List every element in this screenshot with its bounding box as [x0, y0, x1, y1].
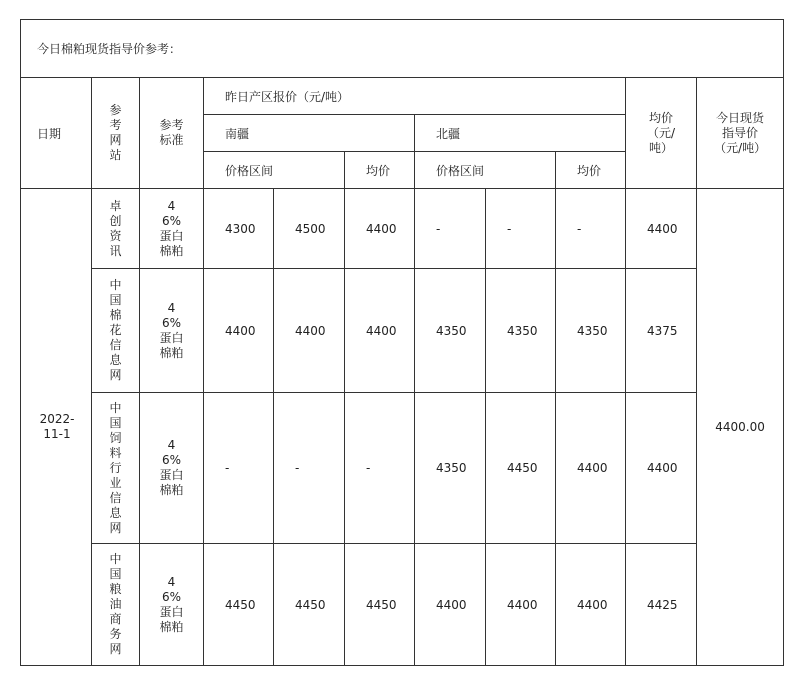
header-south-avg: 均价: [345, 152, 415, 189]
site-cell: 中国饲料行业信息网: [92, 393, 140, 544]
south-high: 4450: [274, 544, 345, 666]
south-avg: 4400: [345, 269, 415, 393]
standard-cell: 46%蛋白棉粕: [140, 544, 204, 666]
standard-cell: 46%蛋白棉粕: [140, 189, 204, 269]
header-south-range: 价格区间: [204, 152, 345, 189]
price-table: [20, 19, 784, 666]
north-avg: 4400: [556, 393, 626, 544]
north-low: 4400: [415, 544, 486, 666]
table-row: [21, 393, 784, 544]
avg-cell: 4400: [626, 393, 697, 544]
standard-cell: 46%蛋白棉粕: [140, 393, 204, 544]
south-high: -: [274, 393, 345, 544]
north-avg: -: [556, 189, 626, 269]
header-north-range: 价格区间: [415, 152, 556, 189]
date-cell: 2022-11-1: [21, 189, 92, 666]
header-guide-price: 今日现货指导价（元/吨）: [697, 78, 784, 189]
site-cell: 中国棉花信息网: [92, 269, 140, 393]
north-high: 4400: [486, 544, 556, 666]
north-high: 4350: [486, 269, 556, 393]
table-title: 今日棉粕现货指导价参考：: [21, 20, 784, 78]
header-date: 日期: [21, 78, 92, 189]
site-cell: 卓创资讯: [92, 189, 140, 269]
avg-cell: 4400: [626, 189, 697, 269]
south-high: 4400: [274, 269, 345, 393]
site-cell: 中国粮油商务网: [92, 544, 140, 666]
south-high: 4500: [274, 189, 345, 269]
north-high: -: [486, 189, 556, 269]
header-avg-price: 均价（元/吨）: [626, 78, 697, 189]
header-north-avg: 均价: [556, 152, 626, 189]
south-avg: -: [345, 393, 415, 544]
table-row: [21, 189, 784, 269]
south-low: 4450: [204, 544, 274, 666]
header-north: 北疆: [415, 115, 626, 152]
table-row: [21, 544, 784, 666]
avg-cell: 4375: [626, 269, 697, 393]
north-low: 4350: [415, 393, 486, 544]
header-south: 南疆: [204, 115, 415, 152]
table-row: [21, 269, 784, 393]
avg-cell: 4425: [626, 544, 697, 666]
header-standard: 参考标准: [140, 78, 204, 189]
south-avg: 4450: [345, 544, 415, 666]
south-low: 4300: [204, 189, 274, 269]
south-avg: 4400: [345, 189, 415, 269]
guide-price-cell: 4400.00: [697, 189, 784, 666]
standard-cell: 46%蛋白棉粕: [140, 269, 204, 393]
north-high: 4450: [486, 393, 556, 544]
header-yesterday-price: 昨日产区报价（元/吨）: [204, 78, 626, 115]
header-site: 参考网站: [92, 78, 140, 189]
north-avg: 4350: [556, 269, 626, 393]
north-low: -: [415, 189, 486, 269]
south-low: 4400: [204, 269, 274, 393]
north-avg: 4400: [556, 544, 626, 666]
north-low: 4350: [415, 269, 486, 393]
south-low: -: [204, 393, 274, 544]
